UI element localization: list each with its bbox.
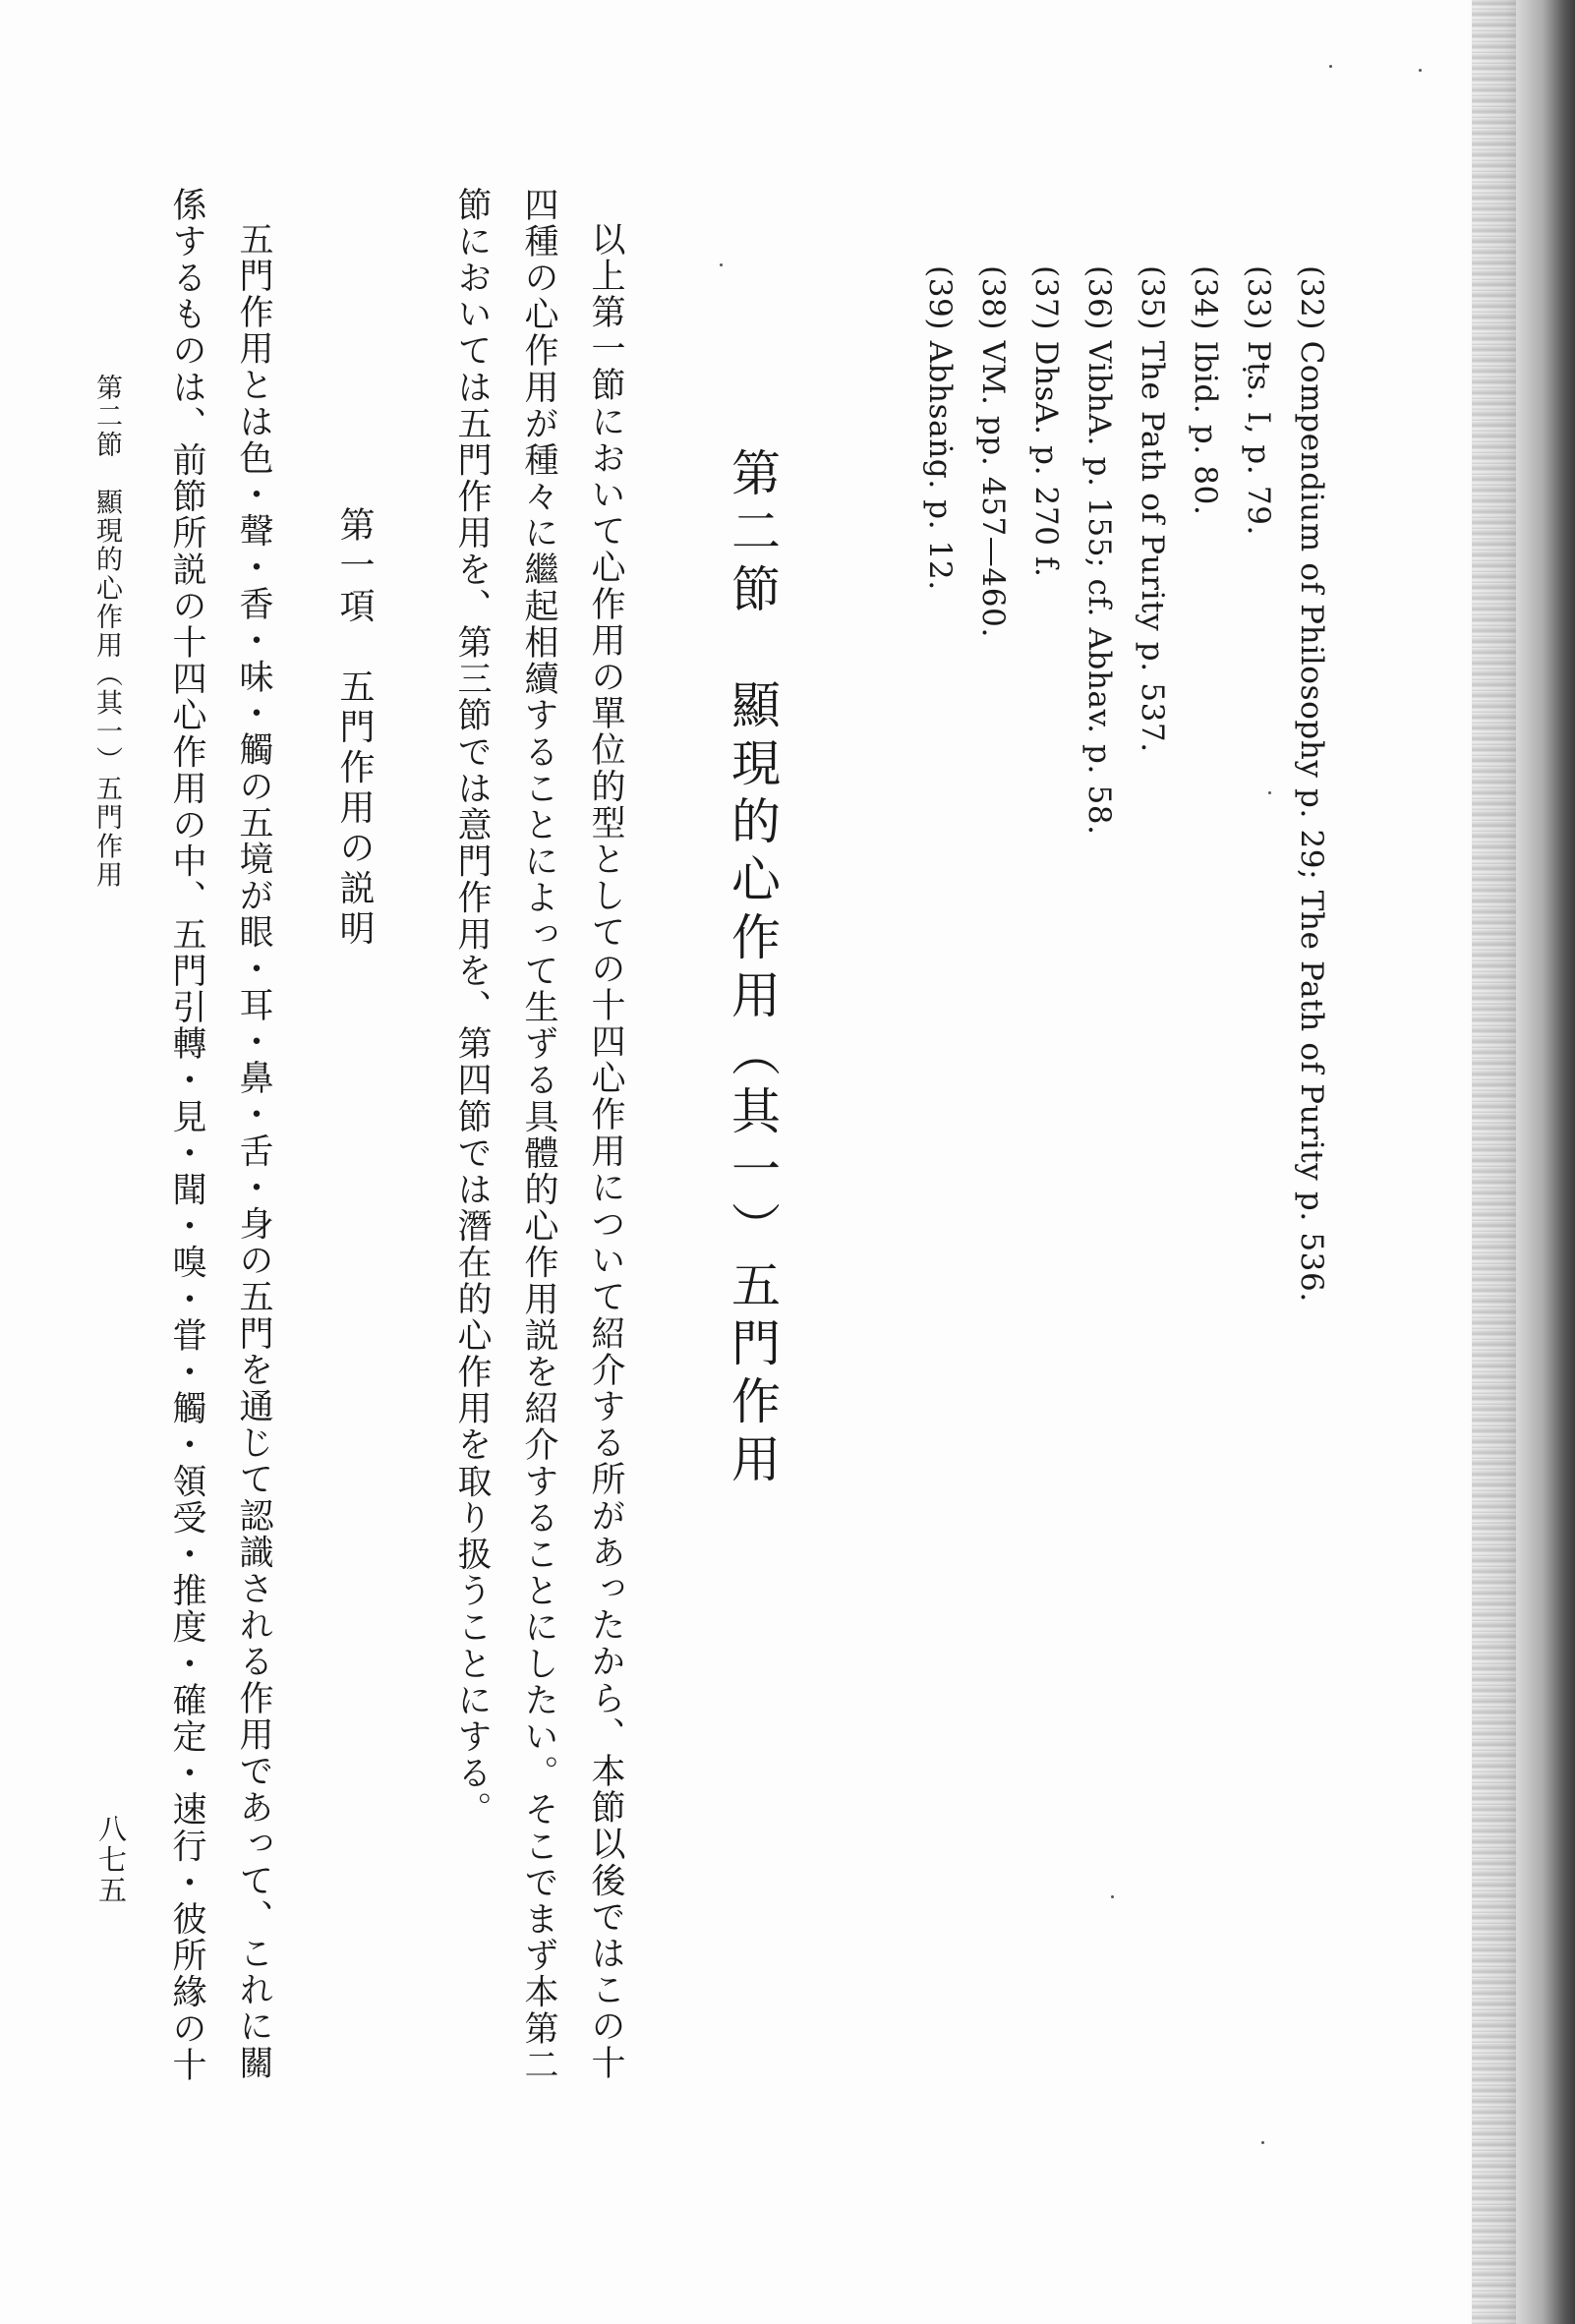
intro-paragraph-line-3: 節においては五門作用を、第三節では意門作用を、第四節では潛在的心作用を取り扱うことにする。 [452,187,492,1829]
section-title: 第二節 顯現的心作用（其一）五門作用 [724,447,781,1491]
running-head: 第二節 顯現的心作用（其一）五門作用 [91,374,122,890]
footnote-37: (37) DhsA. p. 270 f. [1028,265,1064,578]
footnote-36: (36) VibhA. p. 155; cf. Abhav. p. 58. [1081,265,1117,836]
scan-speck [1268,791,1271,794]
footnote-33: (33) Pṭs. I, p. 79. [1241,265,1276,537]
page-number-bottom: 八七五 [94,1814,128,1906]
footnote-34: (34) Ibid. p. 80. [1188,265,1223,516]
scan-speck [720,263,723,266]
footnote-35: (35) The Path of Purity p. 537. [1135,265,1170,753]
footnote-39: (39) Abhsaṅg. p. 12. [922,265,958,591]
binding-texture [1472,0,1516,2324]
scan-speck [1261,2141,1264,2144]
scan-speck [1111,1895,1114,1898]
scan-speck [1419,69,1422,72]
scan-speck [1329,65,1332,68]
footnote-38: (38) VM. pp. 457—460. [975,265,1011,638]
footnote-32: (32) Compendium of Philosophy p. 29; The Path of Purity p. 536. [1294,265,1329,1303]
intro-paragraph-line-2: 四種の心作用が種々に繼起相續することによって生ずる具體的心作用説を紹介することにしたい。そこでまず本第二 [519,187,558,2084]
intro-paragraph-line-1: 以上第一節において心作用の單位的型としての十四心作用について紹介する所があったから、本節以後ではこの十 [586,221,625,2082]
paragraph-2-line-1: 五門作用とは色・聲・香・味・觸の五境が眼・耳・鼻・舌・身の五門を通じて認識される作用であって、これに關 [234,221,273,2082]
paragraph-2-line-2: 係するものは、前節所説の十四心作用の中、五門引轉・見・聞・嗅・甞・觸・領受・推度・確定・速行・彼所緣の十 [167,187,206,2084]
sub-heading: 第一項 五門作用の説明 [334,506,375,951]
